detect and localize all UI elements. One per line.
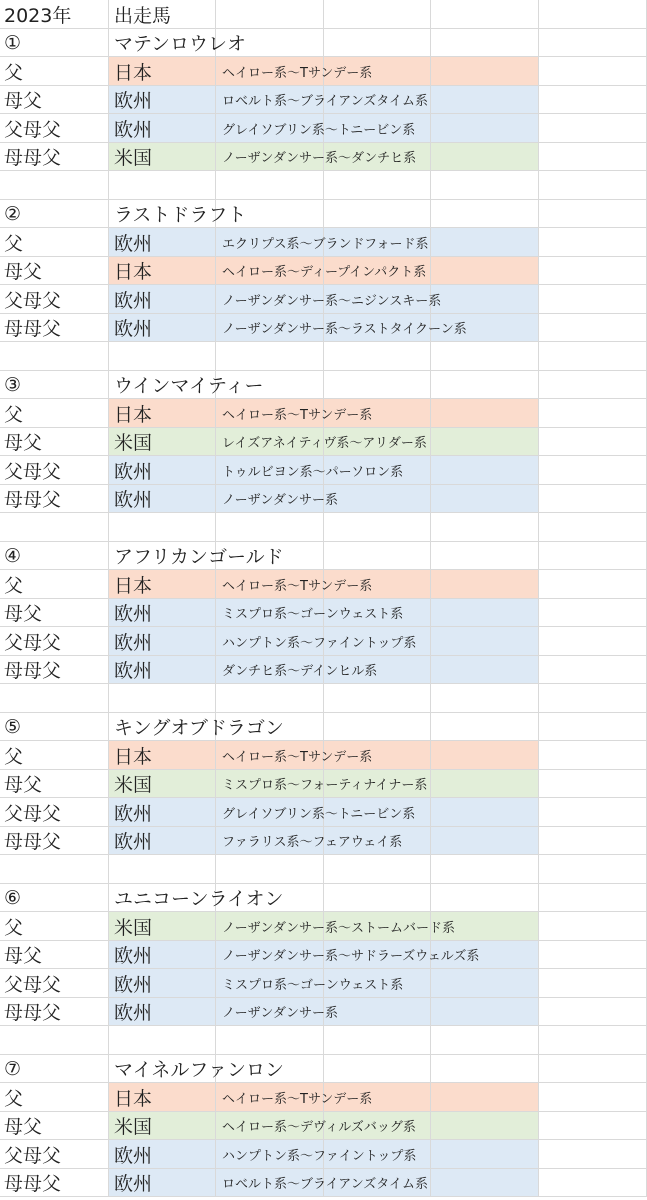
grid-cell[interactable] bbox=[539, 57, 647, 86]
sire-line-label: ノーザンダンサー系～サドラーズウェルズ系 bbox=[222, 949, 480, 965]
sire-line-label: ヘイロー系～ディープインパクト系 bbox=[222, 265, 427, 281]
grid-cell[interactable] bbox=[431, 1140, 539, 1169]
grid-cell[interactable] bbox=[324, 1055, 431, 1084]
sire-line-label: ロベルト系～ブライアンズタイム系 bbox=[222, 1177, 429, 1193]
ancestor-label: 母父 bbox=[4, 90, 43, 113]
horse-name-row bbox=[0, 200, 647, 229]
sire-line-label: ヘイロー系～Tサンデー系 bbox=[222, 578, 373, 594]
grid-cell[interactable] bbox=[0, 342, 109, 371]
horse-name: マイネルファンロン bbox=[114, 1059, 285, 1082]
pedigree-row bbox=[0, 143, 647, 172]
grid-cell[interactable] bbox=[109, 1026, 216, 1055]
horse-name: アフリカンゴールド bbox=[114, 546, 284, 569]
sire-line-label: ダンチヒ系～デインヒル系 bbox=[222, 664, 378, 680]
region-label: 米国 bbox=[114, 774, 153, 797]
grid-cell[interactable] bbox=[324, 713, 431, 742]
sire-line-label: ノーザンダンサー系～ダンチヒ系 bbox=[222, 151, 417, 167]
pedigree-row bbox=[0, 941, 647, 970]
sire-line-label: レイズアネイティヴ系～アリダー系 bbox=[222, 436, 427, 452]
grid-cell[interactable] bbox=[431, 1083, 539, 1112]
horse-name: ラストドラフト bbox=[114, 204, 247, 227]
sire-line-label: ヘイロー系～Tサンデー系 bbox=[222, 407, 373, 423]
region-label: 欧州 bbox=[114, 90, 153, 113]
grid-cell[interactable] bbox=[324, 485, 431, 514]
grid-cell[interactable] bbox=[0, 171, 109, 200]
region-label: 欧州 bbox=[114, 945, 153, 968]
grid-cell[interactable] bbox=[324, 513, 431, 542]
region-label: 欧州 bbox=[114, 489, 153, 512]
grid-cell[interactable] bbox=[539, 485, 647, 514]
horse-number: ③ bbox=[4, 373, 22, 396]
grid-cell[interactable] bbox=[324, 855, 431, 884]
grid-cell[interactable] bbox=[0, 513, 109, 542]
grid-cell[interactable] bbox=[431, 542, 539, 571]
pedigree-row bbox=[0, 741, 647, 770]
ancestor-label: 母母父 bbox=[4, 1173, 62, 1196]
ancestor-label: 父母父 bbox=[4, 973, 62, 996]
grid-cell[interactable] bbox=[431, 399, 539, 428]
region-label: 米国 bbox=[114, 147, 153, 170]
pedigree-row bbox=[0, 285, 647, 314]
grid-cell[interactable] bbox=[539, 713, 647, 742]
region-label: 欧州 bbox=[114, 118, 153, 141]
grid-cell[interactable] bbox=[539, 200, 647, 229]
sire-line-label: ヘイロー系～Tサンデー系 bbox=[222, 65, 373, 81]
grid-cell[interactable] bbox=[431, 599, 539, 628]
grid-cell[interactable] bbox=[539, 656, 647, 685]
pedigree-row bbox=[0, 228, 647, 257]
pedigree-row bbox=[0, 1140, 647, 1169]
sire-line-label: ヘイロー系～Tサンデー系 bbox=[222, 749, 373, 765]
grid-cell[interactable] bbox=[324, 0, 431, 29]
grid-cell[interactable] bbox=[431, 798, 539, 827]
ancestor-label: 父母父 bbox=[4, 802, 62, 825]
region-label: 欧州 bbox=[114, 232, 153, 255]
grid-cell[interactable] bbox=[431, 884, 539, 913]
grid-cell[interactable] bbox=[431, 827, 539, 856]
pedigree-row bbox=[0, 1169, 647, 1198]
column-title: 出走馬 bbox=[114, 4, 172, 27]
pedigree-row bbox=[0, 114, 647, 143]
pedigree-row bbox=[0, 998, 647, 1027]
grid-cell[interactable] bbox=[539, 342, 647, 371]
horse-name-row bbox=[0, 1055, 647, 1084]
ancestor-label: 母父 bbox=[4, 261, 43, 284]
ancestor-label: 父 bbox=[4, 745, 24, 768]
ancestor-label: 母母父 bbox=[4, 489, 62, 512]
pedigree-row bbox=[0, 1083, 647, 1112]
sire-line-label: ミスプロ系～フォーティナイナー系 bbox=[222, 778, 428, 794]
grid-cell[interactable] bbox=[539, 143, 647, 172]
region-label: 日本 bbox=[114, 745, 153, 768]
grid-cell[interactable] bbox=[431, 969, 539, 998]
grid-cell[interactable] bbox=[431, 684, 539, 713]
grid-cell[interactable] bbox=[539, 29, 647, 58]
pedigree-row bbox=[0, 969, 647, 998]
sire-line-label: ハンプトン系～ファイントップ系 bbox=[222, 635, 417, 651]
grid-cell[interactable] bbox=[431, 428, 539, 457]
region-label: 欧州 bbox=[114, 318, 153, 341]
ancestor-label: 母母父 bbox=[4, 831, 62, 854]
grid-cell[interactable] bbox=[539, 855, 647, 884]
pedigree-row bbox=[0, 314, 647, 343]
grid-cell[interactable] bbox=[324, 1026, 431, 1055]
ancestor-label: 父 bbox=[4, 1087, 24, 1110]
sire-line-label: グレイソブリン系～トニービン系 bbox=[222, 806, 416, 822]
grid-cell[interactable] bbox=[431, 57, 539, 86]
grid-cell[interactable] bbox=[109, 171, 216, 200]
pedigree-row bbox=[0, 656, 647, 685]
grid-cell[interactable] bbox=[431, 371, 539, 400]
grid-cell[interactable] bbox=[431, 171, 539, 200]
grid-cell[interactable] bbox=[431, 114, 539, 143]
grid-cell[interactable] bbox=[539, 228, 647, 257]
ancestor-label: 父母父 bbox=[4, 1144, 62, 1167]
grid-cell[interactable] bbox=[431, 855, 539, 884]
grid-cell[interactable] bbox=[216, 684, 324, 713]
region-label: 欧州 bbox=[114, 831, 153, 854]
grid-cell[interactable] bbox=[539, 114, 647, 143]
grid-cell[interactable] bbox=[109, 855, 216, 884]
region-label: 欧州 bbox=[114, 1002, 153, 1025]
grid-cell[interactable] bbox=[0, 855, 109, 884]
grid-cell[interactable] bbox=[539, 770, 647, 799]
grid-cell[interactable] bbox=[431, 143, 539, 172]
region-label: 欧州 bbox=[114, 460, 153, 483]
grid-cell[interactable] bbox=[431, 29, 539, 58]
grid-cell[interactable] bbox=[431, 485, 539, 514]
grid-cell[interactable] bbox=[324, 342, 431, 371]
pedigree-row bbox=[0, 912, 647, 941]
sire-line-label: ノーザンダンサー系 bbox=[222, 1006, 338, 1022]
horse-name-row bbox=[0, 542, 647, 571]
grid-cell[interactable] bbox=[109, 513, 216, 542]
ancestor-label: 父 bbox=[4, 574, 24, 597]
grid-cell[interactable] bbox=[539, 399, 647, 428]
grid-cell[interactable] bbox=[431, 342, 539, 371]
grid-cell[interactable] bbox=[109, 342, 216, 371]
grid-cell[interactable] bbox=[539, 86, 647, 115]
pedigree-row bbox=[0, 485, 647, 514]
pedigree-row bbox=[0, 570, 647, 599]
grid-cell[interactable] bbox=[431, 257, 539, 286]
grid-cell[interactable] bbox=[539, 627, 647, 656]
grid-cell[interactable] bbox=[539, 1112, 647, 1141]
ancestor-label: 母父 bbox=[4, 432, 43, 455]
grid-cell[interactable] bbox=[324, 884, 431, 913]
horse-name-row bbox=[0, 884, 647, 913]
sire-line-label: ヘイロー系～Tサンデー系 bbox=[222, 1091, 373, 1107]
sire-line-label: ロベルト系～ブライアンズタイム系 bbox=[222, 94, 429, 110]
grid-cell[interactable] bbox=[431, 770, 539, 799]
grid-cell[interactable] bbox=[0, 1026, 109, 1055]
ancestor-label: 父母父 bbox=[4, 118, 62, 141]
region-label: 日本 bbox=[114, 261, 153, 284]
grid-cell[interactable] bbox=[539, 1083, 647, 1112]
grid-cell[interactable] bbox=[539, 257, 647, 286]
grid-cell[interactable] bbox=[431, 228, 539, 257]
region-label: 日本 bbox=[114, 574, 153, 597]
region-label: 欧州 bbox=[114, 973, 153, 996]
horse-name: マテンロウレオ bbox=[114, 33, 247, 56]
grid-cell[interactable] bbox=[431, 513, 539, 542]
horse-name-row bbox=[0, 371, 647, 400]
ancestor-label: 父 bbox=[4, 61, 24, 84]
grid-cell[interactable] bbox=[324, 171, 431, 200]
horse-number: ④ bbox=[4, 544, 22, 567]
grid-cell[interactable] bbox=[431, 285, 539, 314]
grid-cell[interactable] bbox=[216, 513, 324, 542]
region-label: 米国 bbox=[114, 1116, 153, 1139]
grid-cell[interactable] bbox=[539, 428, 647, 457]
sire-line-label: ノーザンダンサー系 bbox=[222, 493, 338, 509]
horse-number: ⑦ bbox=[4, 1057, 22, 1080]
grid-cell[interactable] bbox=[539, 1169, 647, 1198]
grid-cell[interactable] bbox=[539, 570, 647, 599]
grid-cell[interactable] bbox=[431, 627, 539, 656]
region-label: 日本 bbox=[114, 61, 153, 84]
grid-cell[interactable] bbox=[539, 798, 647, 827]
pedigree-row bbox=[0, 57, 647, 86]
region-label: 欧州 bbox=[114, 631, 153, 654]
region-label: 米国 bbox=[114, 916, 153, 939]
pedigree-row bbox=[0, 399, 647, 428]
grid-cell[interactable] bbox=[216, 1026, 324, 1055]
horse-name: キングオブドラゴン bbox=[114, 717, 284, 740]
blank-row bbox=[0, 171, 647, 200]
sire-line-label: ミスプロ系～ゴーンウェスト系 bbox=[222, 607, 404, 623]
ancestor-label: 父母父 bbox=[4, 289, 62, 312]
grid-cell[interactable] bbox=[539, 684, 647, 713]
pedigree-row bbox=[0, 627, 647, 656]
region-label: 米国 bbox=[114, 432, 153, 455]
horse-number: ⑥ bbox=[4, 886, 22, 909]
grid-cell[interactable] bbox=[431, 656, 539, 685]
grid-cell[interactable] bbox=[539, 171, 647, 200]
region-label: 欧州 bbox=[114, 802, 153, 825]
ancestor-label: 母父 bbox=[4, 603, 43, 626]
grid-cell[interactable] bbox=[539, 513, 647, 542]
ancestor-label: 父 bbox=[4, 403, 24, 426]
grid-cell[interactable] bbox=[431, 1112, 539, 1141]
year-label: 2023年 bbox=[4, 4, 72, 27]
header-row bbox=[0, 0, 647, 29]
blank-row bbox=[0, 1026, 647, 1055]
sire-line-label: ノーザンダンサー系～ニジンスキー系 bbox=[222, 293, 442, 309]
grid-cell[interactable] bbox=[431, 713, 539, 742]
horse-name-row bbox=[0, 29, 647, 58]
ancestor-label: 母父 bbox=[4, 945, 43, 968]
horse-name: ウインマイティー bbox=[114, 375, 264, 398]
region-label: 欧州 bbox=[114, 603, 153, 626]
grid-cell[interactable] bbox=[431, 0, 539, 29]
ancestor-label: 母母父 bbox=[4, 147, 62, 170]
pedigree-row bbox=[0, 770, 647, 799]
grid-cell[interactable] bbox=[539, 884, 647, 913]
grid-cell[interactable] bbox=[216, 0, 324, 29]
horse-number: ② bbox=[4, 202, 22, 225]
sire-line-label: ノーザンダンサー系～ラストタイクーン系 bbox=[222, 322, 467, 338]
grid-cell[interactable] bbox=[431, 741, 539, 770]
sire-line-label: ハンプトン系～ファイントップ系 bbox=[222, 1148, 417, 1164]
grid-cell[interactable] bbox=[109, 684, 216, 713]
blank-row bbox=[0, 513, 647, 542]
ancestor-label: 母父 bbox=[4, 1116, 43, 1139]
grid-cell[interactable] bbox=[216, 342, 324, 371]
grid-cell[interactable] bbox=[539, 285, 647, 314]
sire-line-label: ノーザンダンサー系～ストームバード系 bbox=[222, 920, 455, 936]
ancestor-label: 父 bbox=[4, 916, 24, 939]
region-label: 欧州 bbox=[114, 289, 153, 312]
sire-line-label: エクリプス系～ブランドフォード系 bbox=[222, 236, 429, 252]
grid-cell[interactable] bbox=[539, 314, 647, 343]
grid-cell[interactable] bbox=[324, 200, 431, 229]
ancestor-label: 母母父 bbox=[4, 1002, 62, 1025]
pedigree-row bbox=[0, 827, 647, 856]
pedigree-row bbox=[0, 456, 647, 485]
grid-cell[interactable] bbox=[539, 1026, 647, 1055]
blank-row bbox=[0, 684, 647, 713]
ancestor-label: 母母父 bbox=[4, 318, 62, 341]
grid-cell[interactable] bbox=[539, 0, 647, 29]
grid-cell[interactable] bbox=[431, 1026, 539, 1055]
grid-cell[interactable] bbox=[216, 855, 324, 884]
ancestor-label: 母父 bbox=[4, 774, 43, 797]
grid-cell[interactable] bbox=[539, 1140, 647, 1169]
grid-cell[interactable] bbox=[324, 29, 431, 58]
grid-cell[interactable] bbox=[539, 941, 647, 970]
ancestor-label: 父 bbox=[4, 232, 24, 255]
grid-cell[interactable] bbox=[539, 371, 647, 400]
sire-line-label: ファラリス系～フェアウェイ系 bbox=[222, 835, 403, 851]
pedigree-row bbox=[0, 257, 647, 286]
horse-name-row bbox=[0, 713, 647, 742]
grid-cell[interactable] bbox=[539, 542, 647, 571]
pedigree-row bbox=[0, 798, 647, 827]
horse-number: ⑤ bbox=[4, 715, 22, 738]
pedigree-row bbox=[0, 1112, 647, 1141]
grid-cell[interactable] bbox=[539, 456, 647, 485]
grid-cell[interactable] bbox=[431, 570, 539, 599]
blank-row bbox=[0, 855, 647, 884]
sire-line-label: トゥルビヨン系～パーソロン系 bbox=[222, 464, 404, 480]
grid-cell[interactable] bbox=[431, 456, 539, 485]
grid-cell[interactable] bbox=[539, 912, 647, 941]
sire-line-label: グレイソブリン系～トニービン系 bbox=[222, 122, 416, 138]
grid-cell[interactable] bbox=[0, 684, 109, 713]
sire-line-label: ヘイロー系～デヴィルズバッグ系 bbox=[222, 1120, 416, 1136]
blank-row bbox=[0, 342, 647, 371]
region-label: 日本 bbox=[114, 403, 153, 426]
grid-cell[interactable] bbox=[539, 741, 647, 770]
region-label: 欧州 bbox=[114, 1173, 153, 1196]
pedigree-row bbox=[0, 428, 647, 457]
pedigree-row bbox=[0, 599, 647, 628]
pedigree-row bbox=[0, 86, 647, 115]
grid-cell[interactable] bbox=[431, 200, 539, 229]
ancestor-label: 母母父 bbox=[4, 660, 62, 683]
region-label: 日本 bbox=[114, 1087, 153, 1110]
grid-cell[interactable] bbox=[539, 827, 647, 856]
grid-cell[interactable] bbox=[431, 86, 539, 115]
grid-cell[interactable] bbox=[216, 171, 324, 200]
horse-number: ① bbox=[4, 31, 22, 54]
horse-name: ユニコーンライオン bbox=[114, 888, 284, 911]
grid-cell[interactable] bbox=[539, 998, 647, 1027]
grid-cell[interactable] bbox=[539, 969, 647, 998]
grid-cell[interactable] bbox=[431, 1055, 539, 1084]
grid-cell[interactable] bbox=[431, 998, 539, 1027]
grid-cell[interactable] bbox=[431, 1169, 539, 1198]
grid-cell[interactable] bbox=[324, 371, 431, 400]
region-label: 欧州 bbox=[114, 1144, 153, 1167]
grid-cell[interactable] bbox=[324, 684, 431, 713]
region-label: 欧州 bbox=[114, 660, 153, 683]
grid-cell[interactable] bbox=[324, 998, 431, 1027]
grid-cell[interactable] bbox=[539, 599, 647, 628]
grid-cell[interactable] bbox=[539, 1055, 647, 1084]
sire-line-label: ミスプロ系～ゴーンウェスト系 bbox=[222, 977, 404, 993]
ancestor-label: 父母父 bbox=[4, 631, 62, 654]
ancestor-label: 父母父 bbox=[4, 460, 62, 483]
grid-cell[interactable] bbox=[324, 542, 431, 571]
